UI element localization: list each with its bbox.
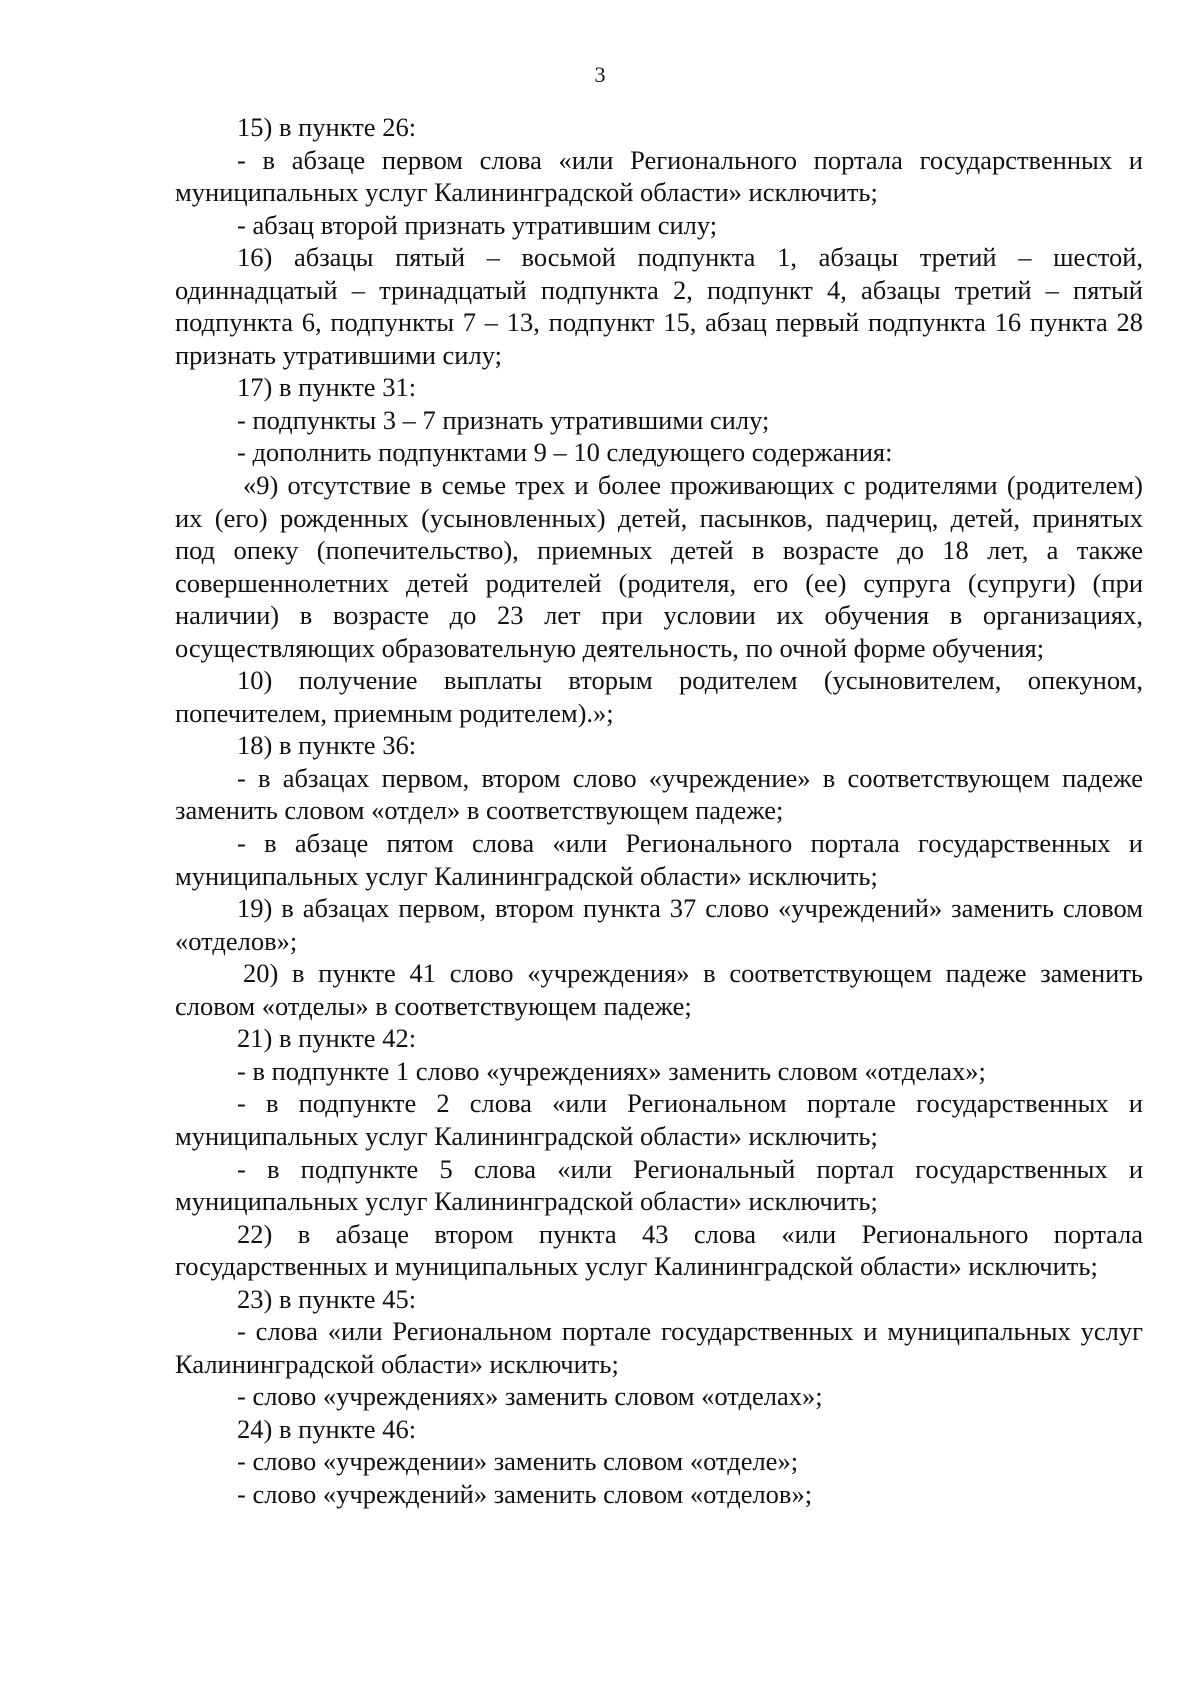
paragraph-quote-10: 10) получение выплаты вторым родителем (усыновителем, опекуном, попечителем, приемным родителем).»; [175, 665, 1143, 728]
paragraph-dash: - подпункты 3 – 7 признать утратившими силу; [237, 404, 770, 435]
paragraph-item-23: 23) в пункте 45: [237, 1283, 417, 1314]
paragraph-dash: - в абзаце пятом слова «или Регионального портала государственных и муниципальных услуг Калининградской области» исключить; [175, 828, 1143, 891]
paragraph-dash: - слово «учреждениях» заменить словом «отделах»; [237, 1381, 823, 1412]
document-body [175, 111, 1143, 1511]
paragraph-dash: - слова «или Региональном портале государственных и муниципальных услуг Калининградской области» исключить; [175, 1316, 1143, 1379]
paragraph-dash: - в подпункте 5 слова «или Региональный портал государственных и муниципальных услуг Калининградской области» исключить; [175, 1153, 1143, 1217]
paragraph-item-17: 17) в пункте 31: [237, 372, 417, 403]
paragraph-dash: - слово «учреждении» заменить словом «отделе»; [237, 1446, 799, 1477]
paragraph-item-18: 18) в пункте 36: [237, 730, 417, 761]
page-number: 3 [594, 62, 606, 87]
paragraph-dash: - дополнить подпунктами 9 – 10 следующего содержания: [237, 437, 893, 468]
paragraph-quote-9: «9) отсутствие в семье трех и более проживающих с родителями (родителем) их (его) рожденных (усыновленных) детей, пасынков, падчериц, детей, принятых под опеку (попечительство), приемных детей в возрасте до 18 лет, а также совершеннолетних детей родителей (родителя, его (ее) супруга (супруги) (при наличии) в возрасте до 23 лет при условии их обучения в организациях, осуществляющих образовательную деятельность, по очной форме обучения; [175, 470, 1143, 663]
paragraph-dash: - в абзацах первом, втором слово «учреждение» в соответствующем падеже заменить словом «отдел» в соответствующем падеже; [175, 762, 1143, 826]
paragraph-item-19: 19) в абзацах первом, втором пункта 37 слово «учреждений» заменить словом «отделов»; [175, 893, 1143, 956]
paragraph-item-20: 20) в пункте 41 слово «учреждения» в соответствующем падеже заменить словом «отделы» в соответствующем падеже; [175, 958, 1143, 1021]
paragraph-dash: - в абзаце первом слова «или Регионального портала государственных и муниципальных услуг Калининградской области» исключить; [175, 144, 1143, 208]
paragraph-item-16: 16) абзацы пятый – восьмой подпункта 1, абзацы третий – шестой, одиннадцатый – тринадцатый подпункта 2, подпункт 4, абзацы третий – пятый подпункта 6, подпункты 7 – 13, подпункт 15, абзац первый подпункта 16 пункта 28 признать утратившими силу; [175, 242, 1143, 370]
paragraph-dash: - в подпункте 1 слово «учреждениях» заменить словом «отделах»; [237, 1055, 986, 1086]
paragraph-dash: - абзац второй признать утратившим силу; [237, 209, 718, 240]
paragraph-dash: - в подпункте 2 слова «или Региональном портале государственных и муниципальных услуг Калининградской области» исключить; [175, 1088, 1143, 1151]
paragraph-item-24: 24) в пункте 46: [237, 1413, 417, 1444]
paragraph-item-22: 22) в абзаце втором пункта 43 слова «или Регионального портала государственных и муниципальных услуг Калининградской области» исключить; [175, 1218, 1143, 1282]
paragraph-dash: - слово «учреждений» заменить словом «отделов»; [237, 1478, 813, 1509]
paragraph-item-15: 15) в пункте 26: [237, 112, 417, 142]
paragraph-item-21: 21) в пункте 42: [237, 1023, 417, 1054]
